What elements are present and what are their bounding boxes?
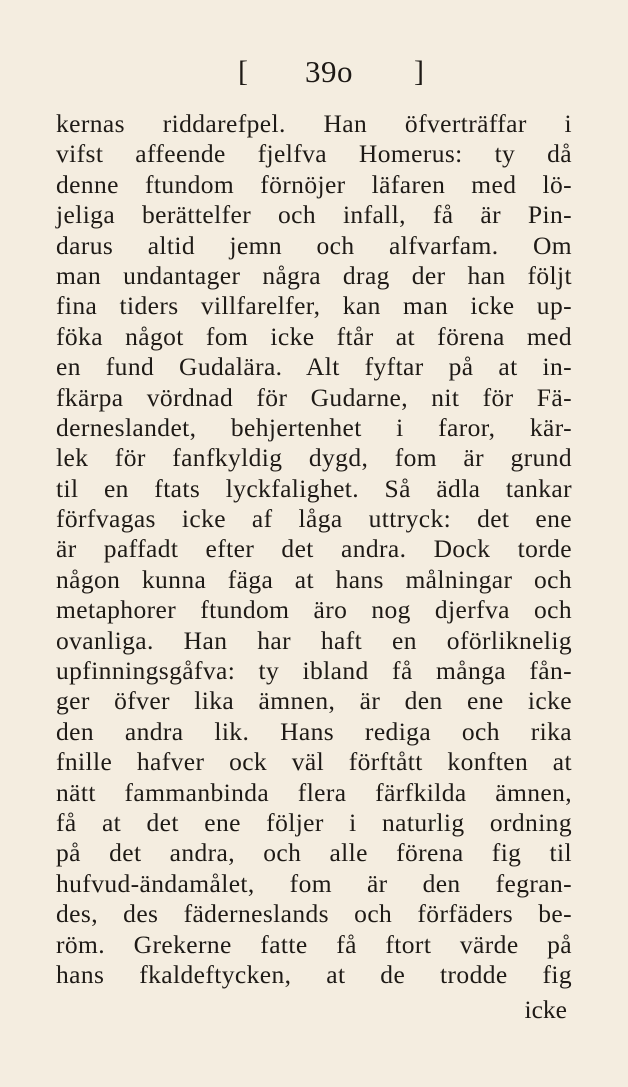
text-line: metaphorer ftundom äro nog djerfva och — [56, 595, 572, 625]
body-text — [56, 109, 572, 990]
text-line: jeliga berättelfer och infall, få är Pin- — [56, 200, 572, 230]
text-line: få at det ene följer i naturlig ordning — [56, 807, 572, 837]
text-line: på det andra, och alle förena fig til — [56, 838, 572, 868]
text-line: fkärpa vördnad för Gudarne, nit för Fä- — [56, 382, 572, 412]
text-line: derneslandet, behjertenhet i faror, kär- — [56, 412, 572, 442]
text-line: darus altid jemn och alfvarfam. Om — [56, 230, 572, 260]
text-line: föka något fom icke ftår at förena med — [56, 321, 572, 351]
catchword: icke — [524, 995, 567, 1024]
page-number: 39o — [305, 54, 353, 89]
text-line: denne ftundom förnöjer läfaren med lö- — [56, 169, 572, 199]
text-line: vifst affeende fjelfva Homerus: ty då — [56, 139, 572, 169]
text-line: en fund Gudalära. Alt fyftar på at in- — [56, 352, 572, 382]
text-line: kernas riddarefpel. Han öfverträffar i — [56, 109, 572, 138]
text-line: den andra lik. Hans rediga och rika — [56, 716, 572, 746]
text-line: lek för fanfkyldig dygd, fom är grund — [56, 443, 572, 473]
text-line: röm. Grekerne fatte få ftort värde på — [56, 929, 572, 959]
text-line: förfvagas icke af låga uttryck: det ene — [56, 504, 572, 534]
text-line: fnille hafver ock väl förftått konften at — [56, 747, 572, 777]
text-line: ger öfver lika ämnen, är den ene icke — [56, 686, 572, 716]
text-line: är paffadt efter det andra. Dock torde — [56, 534, 572, 564]
text-line: ovanliga. Han har haft en oförliknelig — [56, 625, 572, 655]
text-line: hufvud-ändamålet, fom är den fegran- — [56, 868, 572, 898]
page-header — [0, 52, 628, 92]
text-line: des, des fäderneslands och förfäders be- — [56, 899, 572, 929]
text-line: til en ftats lyckfalighet. Så ädla tankar — [56, 473, 572, 503]
text-line: någon kunna fäga at hans målningar och — [56, 564, 572, 594]
text-line: hans fkaldeftycken, at de trodde fig — [56, 959, 572, 989]
header-bracket-right: ] — [414, 55, 424, 88]
text-line: upfinningsgåfva: ty ibland få många fån- — [56, 656, 572, 686]
text-line: fina tiders villfarelfer, kan man icke up- — [56, 291, 572, 321]
text-line: nätt fammanbinda flera färfkilda ämnen, — [56, 777, 572, 807]
header-bracket-left: [ — [238, 55, 248, 88]
text-line: man undantager några drag der han följt — [56, 260, 572, 290]
